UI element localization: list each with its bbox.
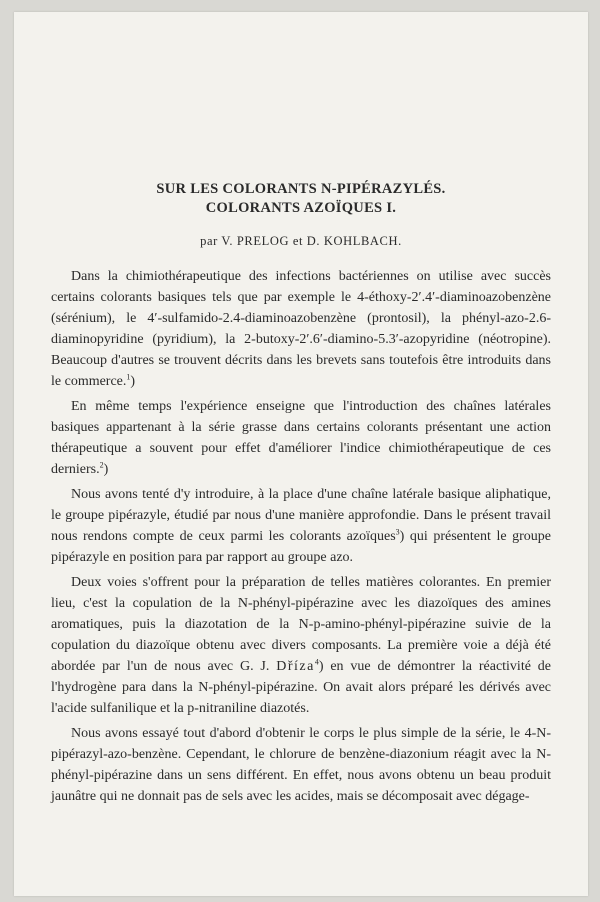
article-title bbox=[51, 180, 551, 218]
footnote-ref-3: 3 bbox=[395, 527, 400, 537]
article-body bbox=[51, 180, 551, 811]
author-name-driza: Dříza bbox=[276, 659, 315, 674]
author-line: par V. PRELOG et D. KOHLBACH. bbox=[200, 234, 402, 248]
paragraph-2: En même temps l'expérience enseigne que l'introduction des chaînes latérales basiques appartenant à la série grasse dans certains colorants présentant une action thérapeutique a souvent pour effet d'améliorer l'indice chimiothérapeutique de ces derniers.$^2$) bbox=[51, 399, 551, 477]
title-line-1: SUR LES COLORANTS N-PIPÉRAZYLÉS. bbox=[156, 181, 446, 197]
paragraph-3: Nous avons tenté d'y introduire, à la place d'une chaîne latérale basique aliphatique, le groupe pipérazyle, étudié par nous d'une manière approfondie. Dans le présent travail nous rendons compte de ceux parmi les colorants azoïques$^3$) qui présentent le groupe pipérazyle en position para par rapport au groupe azo. bbox=[51, 487, 552, 565]
document-page bbox=[14, 12, 588, 896]
title-line-2: COLORANTS AZOÏQUES I. bbox=[205, 200, 397, 216]
paragraph-1: Dans la chimiothérapeutique des infections bactériennes on utilise avec succès certains colorants basiques tels que par exemple le 4-éthoxy-2′.4′-diaminoazobenzène (sérénium), le 4′-sulfamido-2.4-diaminoazobenzène (prontosil), la phényl-azo-2.6-diaminopyridine (pyridium), la 2-butoxy-2′.6′-diamino-5.3′-azopyridine (néotropine). Beaucoup d'autres se trouvent décrits dans les brevets sans toutefois être introduits dans le commerce.$^1$) bbox=[51, 269, 552, 389]
footnote-ref-1: 1 bbox=[126, 372, 131, 382]
paragraph-4: Deux voies s'offrent pour la préparation de telles matières colorantes. En premier lieu, c'est la copulation de la N-phényl-pipérazine avec les diazoïques des amines aromatiques, puis la diazotation de la N-p-amino-phényl-pipérazine suivie de la copulation du diazoïque obtenu avec divers composants. La première voie a déjà été abordée par l'un de nous avec G. J. Dříza$^4$) en vue de démontrer la réactivité de l'hydrogène para dans la N-phényl-pipérazine. On avait alors préparé les dérivés avec l'acide sulfanilique et la p-nitraniline diazotés. bbox=[51, 575, 552, 716]
paragraph-5: Nous avons essayé tout d'abord d'obtenir le corps le plus simple de la série, le 4-N-pipérazyl-azo-benzène. Cependant, le chlorure de benzène-diazonium réagit avec la N-phényl-pipérazine dans un sens différent. En effet, nous avons obtenu un beau produit jaunâtre qui ne donnait pas de sels avec les acides, mais se décomposait avec dégage- bbox=[51, 726, 551, 804]
footnote-ref-4: 4 bbox=[314, 657, 319, 667]
footnote-ref-2: 2 bbox=[99, 460, 104, 470]
